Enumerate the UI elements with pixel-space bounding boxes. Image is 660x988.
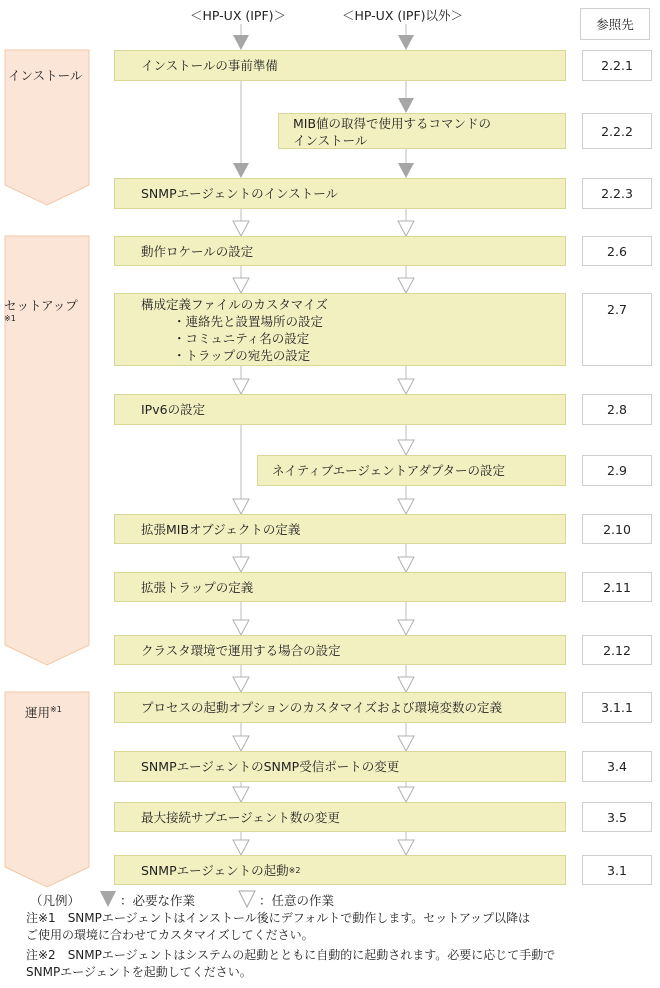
optional-arrow-icon — [233, 736, 249, 751]
step-sub-item: ・トラップの宛先の設定 — [173, 348, 311, 363]
step-extended-mib: 拡張MIBオブジェクトの定義 — [114, 514, 566, 544]
note-1 — [26, 910, 530, 944]
required-arrow-icon — [398, 163, 414, 178]
optional-arrow-icon — [398, 278, 414, 293]
step-label: MIB値の取得で使用するコマンドの — [293, 116, 492, 131]
legend-required-arrow-icon — [100, 891, 116, 907]
optional-arrow-icon — [233, 677, 249, 692]
optional-arrow-icon — [398, 736, 414, 751]
optional-arrow-icon — [398, 221, 414, 236]
ref-2.10: 2.10 — [582, 514, 652, 544]
ref-3.1.1: 3.1.1 — [582, 692, 652, 723]
step-sub-item: ・コミュニティ名の設定 — [173, 331, 310, 346]
ref-header: 参照先 — [580, 8, 650, 40]
note-2 — [26, 947, 555, 981]
phase-operation-label — [25, 703, 62, 721]
ref-2.6: 2.6 — [582, 236, 652, 266]
legend-optional-label: ：任意の作業 — [259, 893, 335, 908]
ref-3.4: 3.4 — [582, 751, 652, 782]
step-locale: 動作ロケールの設定 — [114, 236, 566, 266]
step-config-file — [114, 293, 566, 366]
step-process-options: プロセスの起動オプションのカスタマイズおよび環境変数の定義 — [114, 692, 566, 723]
optional-arrow-icon — [398, 557, 414, 572]
step-ipv6: IPv6の設定 — [114, 394, 566, 425]
optional-arrow-icon — [398, 620, 414, 635]
step-cluster: クラスタ環境で運用する場合の設定 — [114, 635, 566, 665]
ref-2.2.1: 2.2.1 — [582, 50, 652, 81]
phase-setup-label — [4, 296, 78, 329]
optional-arrow-icon — [233, 499, 249, 514]
note-line: ご使用の環境に合わせてカスタマイズしてください。 — [26, 928, 314, 942]
optional-arrow-icon — [233, 620, 249, 635]
optional-arrow-icon — [398, 787, 414, 802]
optional-arrow-icon — [398, 840, 414, 855]
note-line: 注※2 SNMPエージェントはシステムの起動とともに自動的に起動されます。必要に応じて手動で — [26, 948, 556, 962]
optional-arrow-icon — [398, 677, 414, 692]
step-sub-item: ・連絡先と設置場所の設定 — [173, 314, 324, 329]
required-arrow-icon — [398, 98, 414, 113]
optional-arrow-icon — [233, 840, 249, 855]
step-snmp-port: SNMPエージェントのSNMP受信ポートの変更 — [114, 751, 566, 782]
optional-arrow-icon — [233, 278, 249, 293]
phase-label-text: 運用 — [25, 705, 51, 720]
phase-label-text: セットアップ — [4, 298, 78, 313]
optional-arrow-icon — [398, 379, 414, 394]
step-max-subagents: 最大接続サブエージェント数の変更 — [114, 802, 566, 832]
ref-2.2.3: 2.2.3 — [582, 178, 652, 209]
required-arrow-icon — [398, 35, 414, 50]
phase-install-label: インストール — [8, 68, 83, 83]
required-arrow-icon — [233, 163, 249, 178]
optional-arrow-icon — [233, 557, 249, 572]
step-snmp-start — [114, 855, 566, 885]
optional-arrow-icon — [398, 440, 414, 455]
legend-optional-arrow-icon — [239, 891, 255, 907]
optional-arrow-icon — [233, 221, 249, 236]
required-arrow-icon — [233, 35, 249, 50]
legend-required-label: ：必要な作業 — [120, 893, 196, 908]
step-install-mib-command — [278, 113, 566, 149]
note-line: SNMPエージェントを起動してください。 — [26, 965, 252, 979]
step-preinstall: インストールの事前準備 — [114, 50, 566, 81]
phase-note: ※1 — [4, 314, 16, 323]
optional-arrow-icon — [233, 787, 249, 802]
note-line: 注※1 SNMPエージェントはインストール後にデフォルトで動作します。セットアップ以降は — [26, 911, 531, 925]
ref-3.1: 3.1 — [582, 855, 652, 885]
column-header-non-ipf: ＜HP-UX (IPF)以外＞ — [342, 8, 464, 23]
phase-operation-arrow — [5, 692, 89, 887]
ref-2.2.2: 2.2.2 — [582, 113, 652, 149]
ref-2.11: 2.11 — [582, 572, 652, 602]
ref-2.8: 2.8 — [582, 394, 652, 425]
ref-2.7: 2.7 — [582, 293, 652, 366]
optional-arrow-icon — [233, 379, 249, 394]
step-label: SNMPエージェントの起動 — [141, 862, 289, 878]
step-label: インストール — [293, 133, 368, 148]
optional-arrow-icon — [398, 499, 414, 514]
step-label: 構成定義ファイルのカスタマイズ — [141, 297, 328, 312]
ref-3.5: 3.5 — [582, 802, 652, 832]
step-extended-trap: 拡張トラップの定義 — [114, 572, 566, 602]
legend-title: （凡例） — [30, 893, 81, 908]
step-snmp-install: SNMPエージェントのインストール — [114, 178, 566, 209]
step-native-agent-adapter: ネイティブエージェントアダプターの設定 — [257, 455, 566, 486]
ref-2.9: 2.9 — [582, 455, 652, 486]
column-header-hpux-ipf: ＜HP-UX (IPF)＞ — [190, 8, 287, 23]
ref-2.12: 2.12 — [582, 635, 652, 665]
step-note: ※2 — [288, 866, 301, 875]
phase-note: ※1 — [50, 704, 62, 714]
